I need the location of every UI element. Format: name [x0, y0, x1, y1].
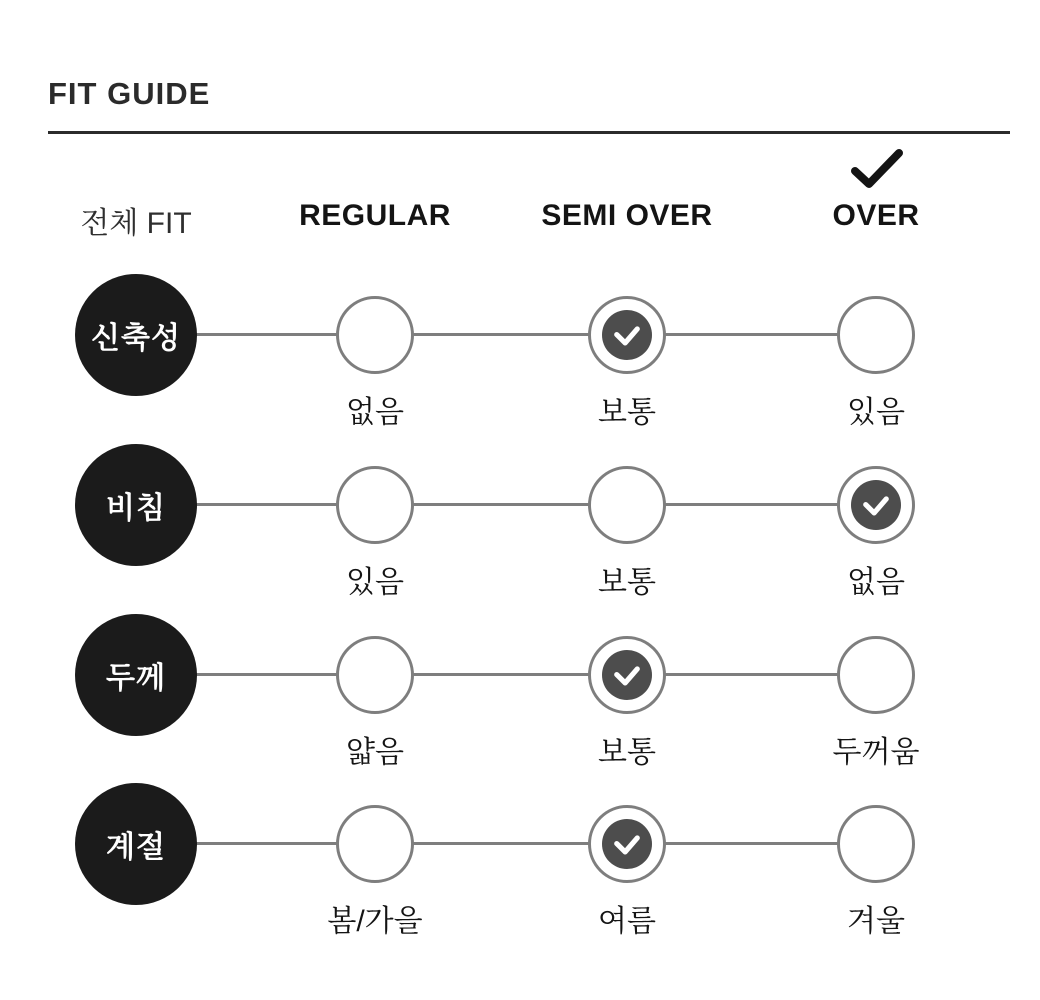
- option-label: 얇음: [346, 736, 404, 769]
- attribute-label: 두께: [106, 662, 166, 695]
- attribute-row: [0, 783, 1040, 953]
- option-label: 보통: [598, 736, 656, 769]
- fit-option-over-selected: OVER: [832, 199, 920, 232]
- connector-line: [136, 503, 876, 506]
- fit-header-label: 전체 FIT: [80, 207, 192, 240]
- option-circle-selected: [588, 636, 666, 714]
- attribute-label-circle: [75, 614, 197, 736]
- attribute-label-circle: [75, 274, 197, 396]
- option-label: 보통: [598, 566, 656, 599]
- option-circle: [336, 466, 414, 544]
- fit-option-semi-over: SEMI OVER: [541, 199, 713, 232]
- attribute-label: 계절: [106, 831, 166, 864]
- option-label: 두꺼움: [832, 736, 920, 769]
- option-label: 봄/가을: [327, 905, 423, 938]
- attribute-label: 비침: [106, 492, 166, 525]
- title-divider: [48, 131, 1010, 134]
- option-circle-selected: [837, 466, 915, 544]
- option-circle: [837, 805, 915, 883]
- connector-line: [136, 842, 876, 845]
- selected-check-icon: [602, 310, 652, 360]
- attribute-label-circle: [75, 783, 197, 905]
- option-circle: [336, 636, 414, 714]
- attribute-row: [0, 614, 1040, 784]
- selected-check-icon: [602, 650, 652, 700]
- option-label: 있음: [847, 396, 905, 429]
- option-label: 없음: [847, 566, 905, 599]
- option-circle: [837, 296, 915, 374]
- option-circle: [837, 636, 915, 714]
- page-title: FIT GUIDE: [48, 76, 211, 111]
- option-label: 겨울: [847, 905, 905, 938]
- check-icon: [847, 148, 907, 190]
- option-label: 여름: [598, 905, 656, 938]
- option-label: 보통: [598, 396, 656, 429]
- option-circle-selected: [588, 805, 666, 883]
- option-label: 있음: [346, 566, 404, 599]
- option-circle: [588, 466, 666, 544]
- connector-line: [136, 673, 876, 676]
- connector-line: [136, 333, 876, 336]
- option-circle: [336, 296, 414, 374]
- selected-check-icon: [602, 819, 652, 869]
- attribute-label: 신축성: [91, 322, 181, 355]
- attribute-row: [0, 274, 1040, 444]
- attribute-label-circle: [75, 444, 197, 566]
- option-label: 없음: [346, 396, 404, 429]
- selected-check-icon: [851, 480, 901, 530]
- option-circle: [336, 805, 414, 883]
- option-circle-selected: [588, 296, 666, 374]
- fit-option-regular: REGULAR: [299, 199, 451, 232]
- attribute-row: [0, 444, 1040, 614]
